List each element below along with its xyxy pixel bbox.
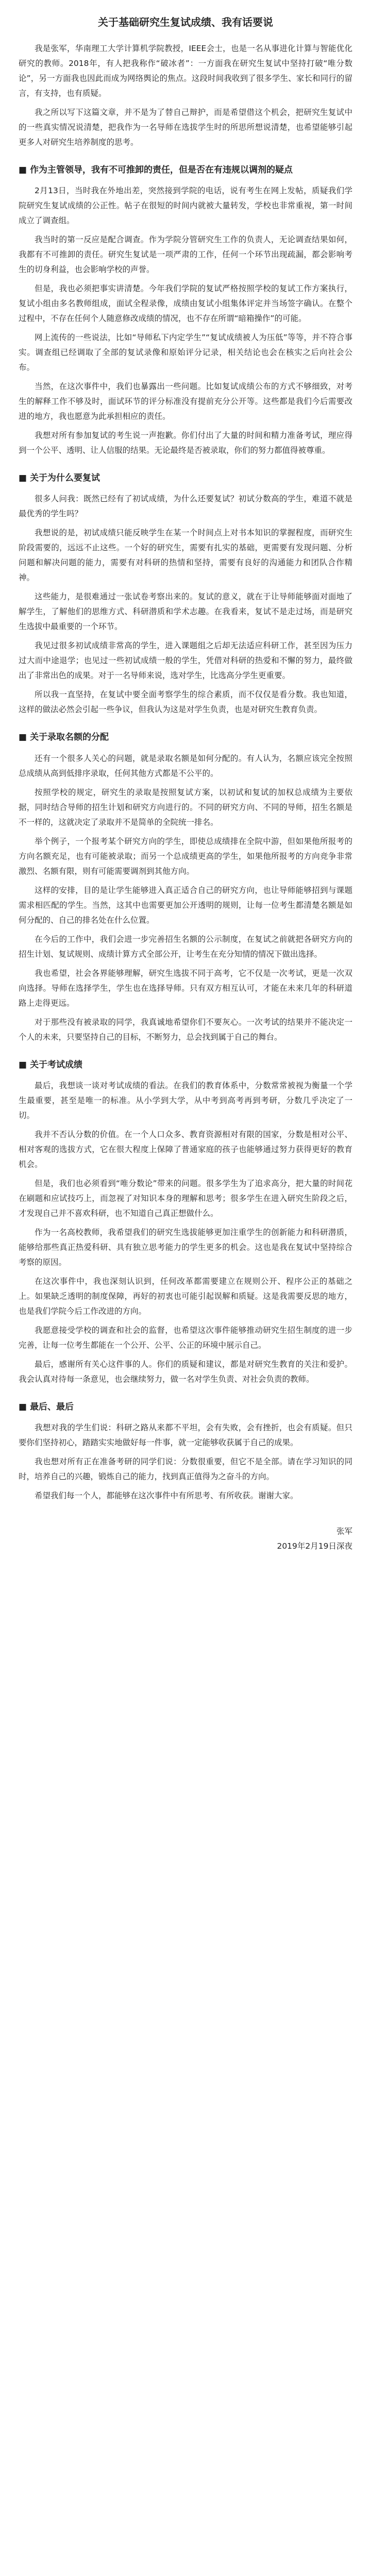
bullet-icon: ■ — [19, 732, 27, 743]
section-heading-text: 最后、最后 — [30, 1401, 74, 1412]
paragraph: 作为一名高校教师，我希望我们的研究生选拔能够更加注重学生的创新能力和科研潜质，能够给那些真正热爱科研、具有独立思考能力的学生更多的机会。这也是我在复试中坚持综合考察的原因。 — [19, 1227, 352, 1267]
paragraph: 我之所以写下这篇文章，并不是为了替自己辩护，而是希望借这个机会，把研究生复试中的一些真实情况说清楚，把我作为一名导师在选拔学生时的所思所想说清楚，也希望能够引起更多人对研究生培养制度的思考。 — [19, 108, 352, 147]
section-heading — [19, 1058, 352, 1072]
paragraph: 这样的安排，目的是让学生能够进入真正适合自己的研究方向，也让导师能够招到与课题需求相匹配的学生。当然，这其中也需要更加公开透明的规则，让每一位考生都清楚名额是如何分配的、自己的排名处在什么位置。 — [19, 885, 352, 925]
paragraph: 按照学校的规定，研究生的录取是按照复试方案，以初试和复试的加权总成绩为主要依据，同时结合导师的招生计划和研究方向进行的。不同的研究方向、不同的导师，招生名额是不一样的，这就决定了录取并不是简单的全院统一排名。 — [19, 787, 352, 827]
article-date: 2019年2月19日深夜 — [277, 1541, 352, 1551]
section-heading — [19, 1400, 352, 1414]
section-heading — [19, 731, 352, 744]
paragraph: 很多人问我：既然已经有了初试成绩，为什么还要复试？初试分数高的学生，难道不就是最优秀的学生吗？ — [19, 494, 352, 519]
paragraph: 这些能力，是很难通过一张试卷考察出来的。复试的意义，就在于让导师能够面对面地了解学生，了解他们的思维方式、科研潜质和学术志趣。在我看来，复试不是走过场，而是研究生选拔中最重要的一个环节。 — [19, 592, 352, 632]
paragraph: 当然，在这次事件中，我们也暴露出一些问题。比如复试成绩公布的方式不够细致，对考生的解释工作不够及时，面试环节的评分标准没有提前充分公开等。这些都是我们今后需要改进的地方，我也愿意为此承担相应的责任。 — [19, 382, 352, 421]
paragraph: 我也希望，社会各界能够理解，研究生选拔不同于高考，它不仅是一次考试，更是一次双向选择。导师在选择学生，学生也在选择导师。只有双方相互认可，才能在未来几年的科研道路上走得更远。 — [19, 968, 352, 1008]
paragraph: 对于那些没有被录取的同学，我真诚地希望你们不要灰心。一次考试的结果并不能决定一个人的未来，只要坚持自己的目标，不断努力，总会找到属于自己的舞台。 — [19, 1017, 352, 1042]
paragraph: 我想对所有参加复试的考生说一声抱歉。你们付出了大量的时间和精力准备考试，理应得到一个公平、透明、让人信服的结果。无论最终是否被录取，你们的努力都值得被尊重。 — [19, 431, 352, 455]
paragraph: 在这次事件中，我也深刻认识到，任何改革都需要建立在规则公开、程序公正的基础之上。如果缺乏透明的制度保障，再好的初衷也可能引起误解和质疑。这是我需要反思的地方，也是我们学院今后工作改进的方向。 — [19, 1276, 352, 1316]
paragraph: 我愿意接受学校的调查和社会的监督，也希望这次事件能够推动研究生招生制度的进一步完善，让每一位考生都能在一个公开、公平、公正的环境中展示自己。 — [19, 1325, 352, 1350]
section-heading-text: 关于为什么要复试 — [30, 473, 100, 484]
bullet-icon: ■ — [19, 165, 27, 175]
author-signature: 张军 — [336, 1526, 352, 1536]
section-heading-text: 作为主管领导，我有不可推卸的责任，但是否在有违规以调剂的疑点 — [30, 165, 293, 175]
section-heading-text: 关于考试成绩 — [30, 1059, 83, 1070]
paragraph: 最后，我想谈一谈对考试成绩的看法。在我们的教育体系中，分数常常被视为衡量一个学生最重要，甚至是唯一的标准。从小学到大学，从中考到高考再到考研，分数几乎决定了一切。 — [19, 1080, 352, 1120]
paragraph: 希望我们每一个人，都能够在这次事件中有所思考、有所收获。谢谢大家。 — [35, 1490, 298, 1500]
paragraph: 举个例子，一个报考某个研究方向的学生，即使总成绩排在全院中游，但如果他所报考的方向名额充足，也有可能被录取；而另一个总成绩更高的学生，如果他所报考的方向竞争非常激烈、名额有限，则有可能需要调剂到其他方向。 — [19, 836, 352, 876]
bullet-icon: ■ — [19, 473, 27, 484]
bullet-icon: ■ — [19, 1059, 27, 1070]
section-heading-text: 关于录取名额的分配 — [30, 732, 109, 743]
paragraph: 在今后的工作中，我们会进一步完善招生名额的公示制度，在复试之前就把各研究方向的招生计划、复试规则、成绩计算方式全部公开，让考生在充分知情的情况下做出选择。 — [19, 934, 352, 959]
paragraph: 网上流传的一些说法，比如“导师私下内定学生”“复试成绩被人为压低”等等，并不符合事实。调查组已经调取了全部的复试录像和原始评分记录，相关结论也会在核实之后向社会公布。 — [19, 333, 352, 372]
paragraph: 还有一个很多人关心的问题，就是录取名额是如何分配的。有人认为，名额应该完全按照总成绩从高到低排序录取，任何其他方式都是不公平的。 — [19, 753, 352, 778]
bullet-icon: ■ — [19, 1401, 27, 1412]
paragraph: 所以我一直坚持，在复试中要全面考察学生的综合素质，而不仅仅是看分数。我也知道，这样的做法必然会引起一些争议，但我认为这是对学生负责，也是对研究生教育负责。 — [19, 690, 352, 715]
paragraph: 但是，我也必须把事实讲清楚。今年我们学院的复试严格按照学校的复试工作方案执行，复试小组由多名教师组成，面试全程录像，成绩由复试小组集体评定并当场签字确认。在整个过程中，不存在任何个人随意修改成绩的情况，也不存在所谓“暗箱操作”的可能。 — [19, 284, 352, 324]
section-heading — [19, 471, 352, 485]
paragraph: 我见过很多初试成绩非常高的学生，进入课题组之后却无法适应科研工作，甚至因为压力过大而中途退学；也见过一些初试成绩一般的学生，凭借对科研的热爱和不懈的努力，最终做出了非常出色的成果。对于一名导师来说，选对学生，比选高分学生更重要。 — [19, 641, 352, 681]
paragraph: 我并不否认分数的价值。在一个人口众多、教育资源相对有限的国家，分数是相对公平、相对客观的选拔方式，它在很大程度上保障了普通家庭的孩子也能够通过努力获得更好的教育机会。 — [19, 1129, 352, 1169]
paragraph: 我想对我的学生们说：科研之路从来都不平坦，会有失败，会有挫折，也会有质疑。但只要你们坚持初心，踏踏实实地做好每一件事，就一定能够收获属于自己的成果。 — [19, 1422, 352, 1447]
paragraph: 最后，感谢所有关心这件事的人。你们的质疑和建议，都是对研究生教育的关注和爱护。我会认真对待每一条意见，也会继续努力，做一名对学生负责、对社会负责的教师。 — [19, 1359, 352, 1384]
article-body — [19, 41, 352, 1503]
paragraph: 2月13日，当时我在外地出差，突然接到学院的电话，说有考生在网上发帖，质疑我们学院研究生复试成绩的公正性。帖子在很短的时间内就被大量转发，学校也非常重视，第一时间成立了调查组。 — [19, 186, 352, 226]
article-title: 关于基础研究生复试成绩、我有话要说 — [98, 16, 273, 28]
section-heading — [19, 163, 352, 177]
paragraph: 我也想对所有正在准备考研的同学们说：分数很重要，但它不是全部。请在学习知识的同时，培养自己的兴趣，锻炼自己的能力，找到真正值得为之奋斗的方向。 — [19, 1456, 352, 1481]
paragraph: 我想说的是，初试成绩只能反映学生在某一个时间点上对书本知识的掌握程度，而研究生阶段需要的，远远不止这些。一个好的研究生，需要有扎实的基础，更需要有发现问题、分析问题和解决问题的能力，需要有对科研的热情和坚持，需要有良好的沟通能力和团队合作精神。 — [19, 528, 352, 583]
paragraph: 我是张军，华南理工大学计算机学院教授，IEEE会士，也是一名从事进化计算与智能优化研究的教师。2018年，有人把我称作“破冰者”：一方面我在研究生复试中坚持打破“唯分数论”，另一方面我也因此而成为网络舆论的焦点。这段时间我收到了很多学生、家长和同行的留言，有支持，也有质疑。 — [19, 44, 352, 98]
paragraph: 但是，我们也必须看到“唯分数论”带来的问题。很多学生为了追求高分，把大量的时间花在刷题和应试技巧上，而忽视了对知识本身的理解和思考；很多学生在进入研究生阶段之后，才发现自己并不喜欢科研，也不知道自己真正想做什么。 — [19, 1178, 352, 1218]
paragraph: 我当时的第一反应是配合调查。作为学院分管研究生工作的负责人，无论调查结果如何，我都有不可推卸的责任。研究生复试是一项严肃的工作，任何一个环节出现疏漏，都会影响考生的切身利益，也会影响学校的声誉。 — [19, 235, 352, 275]
